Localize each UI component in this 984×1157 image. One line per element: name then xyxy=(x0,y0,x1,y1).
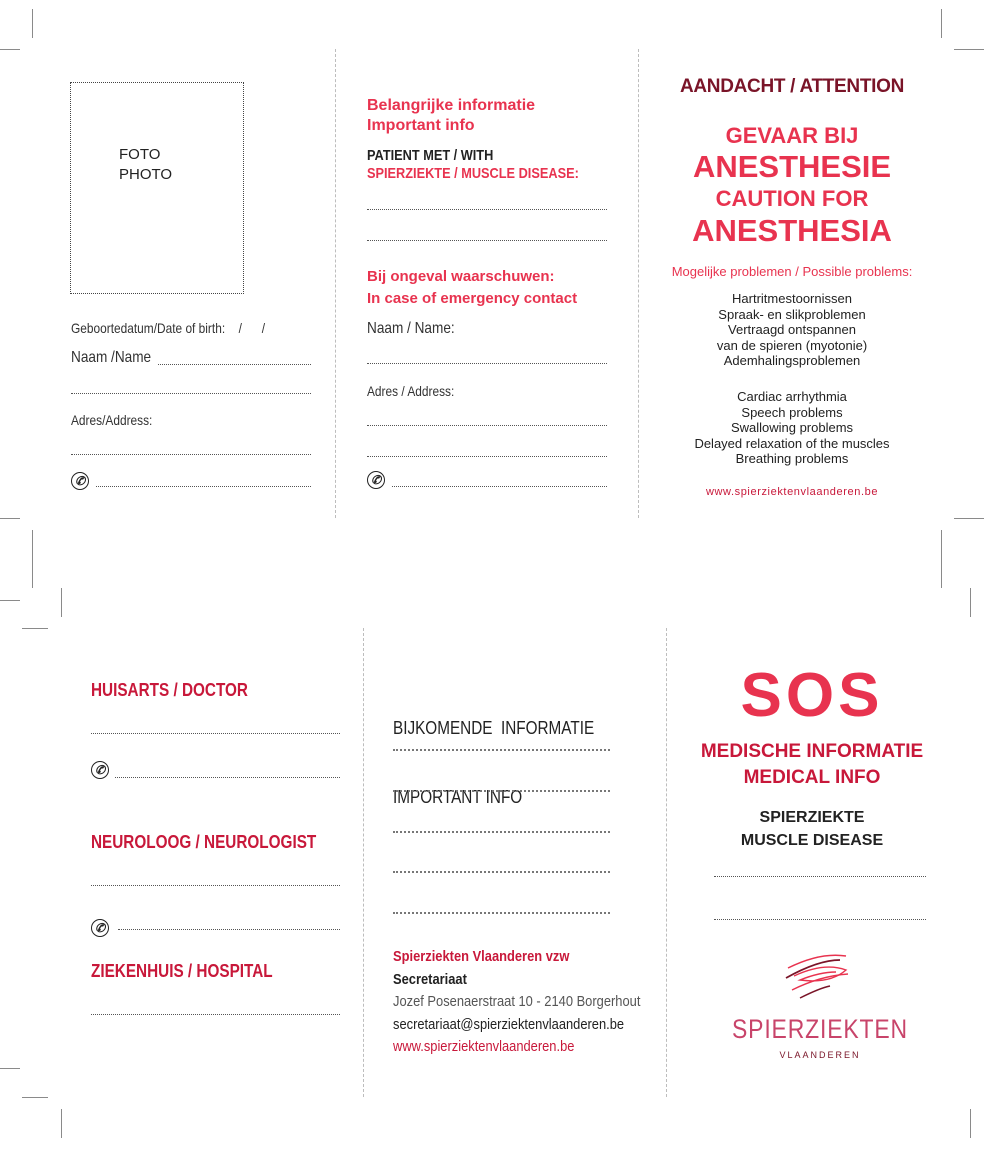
organization-address: Jozef Posenaerstraat 10 - 2140 Borgerhout xyxy=(393,993,641,1010)
phone-icon: ✆ xyxy=(71,472,89,490)
crop-mark xyxy=(0,600,20,601)
problem-item: Ademhalingsproblemen xyxy=(723,353,861,368)
spierziekten-logo-icon xyxy=(780,950,860,1006)
disease-field[interactable] xyxy=(714,876,926,877)
problem-item: Speech problems xyxy=(741,404,843,420)
dob-label: Geboortedatum/Date of birth: xyxy=(71,320,226,336)
crop-mark xyxy=(61,588,62,617)
logo-subtitle: VLAANDEREN xyxy=(779,1050,861,1060)
contact-phone-field[interactable] xyxy=(392,486,607,487)
problem-item: Spraak- en slikproblemen xyxy=(718,306,866,322)
danger-en-1: CAUTION FOR xyxy=(715,186,869,211)
danger-nl-1: GEVAAR BIJ xyxy=(725,123,859,148)
medical-info-en: MEDICAL INFO xyxy=(743,767,881,788)
problem-item: Breathing problems xyxy=(735,451,849,466)
additional-info-heading-2: IMPORTANT INFO xyxy=(393,787,523,807)
organization-email[interactable]: secretariaat@spierziektenvlaanderen.be xyxy=(393,1015,625,1033)
crop-mark xyxy=(941,530,942,588)
disease-field-line-2[interactable] xyxy=(714,919,926,920)
neurologist-name-field[interactable] xyxy=(91,885,340,886)
photo-label-nl: FOTO xyxy=(119,146,161,163)
name-label: Naam /Name xyxy=(71,349,152,366)
muscle-disease-nl: SPIERZIEKTE xyxy=(759,809,865,826)
crop-mark xyxy=(0,518,20,519)
contact-address-label: Adres / Address: xyxy=(367,383,455,399)
contact-address-field[interactable] xyxy=(367,425,607,426)
sos-title: SOS xyxy=(740,661,884,730)
fold-line xyxy=(335,49,336,518)
address-field[interactable] xyxy=(71,454,311,455)
problems-list-nl xyxy=(640,291,944,369)
important-info-heading-en: Important info xyxy=(367,117,475,134)
hospital-heading: ZIEKENHUIS / HOSPITAL xyxy=(91,961,273,981)
crop-mark xyxy=(32,530,33,588)
name-field[interactable] xyxy=(158,364,311,365)
secretariat-label: Secretariaat xyxy=(393,970,467,988)
doctor-heading: HUISARTS / DOCTOR xyxy=(91,680,248,700)
info-field[interactable] xyxy=(393,790,610,792)
address-label: Adres/Address: xyxy=(71,412,153,428)
crop-mark xyxy=(970,1109,971,1138)
neurologist-heading: NEUROLOOG / NEUROLOGIST xyxy=(91,832,317,852)
crop-mark xyxy=(32,9,33,38)
crop-mark xyxy=(61,1109,62,1138)
problem-item: Delayed relaxation of the muscles xyxy=(694,435,890,451)
logo-wordmark: SPIERZIEKTEN xyxy=(731,1014,908,1044)
disease-field-line-2[interactable] xyxy=(367,240,607,241)
disease-field[interactable] xyxy=(367,209,607,210)
problem-item: Swallowing problems xyxy=(730,420,854,435)
photo-label-en: PHOTO xyxy=(119,166,173,183)
contact-address-field-line-2[interactable] xyxy=(367,456,607,457)
phone-icon: ✆ xyxy=(91,761,109,779)
crop-mark xyxy=(22,1097,48,1098)
fold-line xyxy=(638,49,639,518)
patient-with-label: PATIENT MET / WITH xyxy=(367,147,494,164)
organization-website[interactable]: www.spierziektenvlaanderen.be xyxy=(393,1038,575,1055)
doctor-phone-field[interactable] xyxy=(115,777,340,778)
hospital-field[interactable] xyxy=(91,1014,340,1015)
danger-en-2: ANESTHESIA xyxy=(692,213,892,248)
phone-icon: ✆ xyxy=(91,919,109,937)
info-field[interactable] xyxy=(393,749,610,751)
problem-item: van de spieren (myotonie) xyxy=(716,337,868,353)
emergency-heading-nl: Bij ongeval waarschuwen: xyxy=(367,268,555,285)
photo-placeholder[interactable] xyxy=(70,82,244,294)
muscle-disease-label: SPIERZIEKTE / MUSCLE DISEASE: xyxy=(367,165,579,182)
problem-item: Cardiac arrhythmia xyxy=(737,389,847,404)
neurologist-phone-field[interactable] xyxy=(118,929,340,930)
additional-info-heading-1: BIJKOMENDE INFORMATIE xyxy=(393,718,595,738)
crop-mark xyxy=(0,1068,20,1069)
muscle-disease-en: MUSCLE DISEASE xyxy=(740,832,884,849)
problem-item: Hartritmestoornissen xyxy=(732,291,852,306)
crop-mark xyxy=(22,628,48,629)
crop-mark xyxy=(970,588,971,617)
contact-name-label: Naam / Name: xyxy=(367,320,455,337)
medical-info-nl: MEDISCHE INFORMATIE xyxy=(700,741,924,762)
problems-list-en xyxy=(640,389,944,467)
problem-item: Vertraagd ontspannen xyxy=(728,322,856,337)
website-link[interactable]: www.spierziektenvlaanderen.be xyxy=(705,486,879,498)
info-field[interactable] xyxy=(393,912,610,914)
crop-mark xyxy=(954,49,984,50)
crop-mark xyxy=(0,49,20,50)
dob-field[interactable]: / / xyxy=(238,320,266,336)
crop-mark xyxy=(954,518,984,519)
contact-name-field[interactable] xyxy=(367,363,607,364)
crop-mark xyxy=(941,9,942,38)
attention-heading: AANDACHT / ATTENTION xyxy=(679,76,905,97)
phone-field[interactable] xyxy=(96,486,311,487)
danger-nl-2: ANESTHESIE xyxy=(692,149,892,184)
organization-name: Spierziekten Vlaanderen vzw xyxy=(393,948,570,965)
important-info-heading-nl: Belangrijke informatie xyxy=(367,97,536,114)
doctor-name-field[interactable] xyxy=(91,733,340,734)
name-field-line-2[interactable] xyxy=(71,393,311,394)
info-field[interactable] xyxy=(393,871,610,873)
fold-line xyxy=(363,628,364,1097)
emergency-heading-en: In case of emergency contact xyxy=(367,290,578,307)
info-field[interactable] xyxy=(393,831,610,833)
phone-icon: ✆ xyxy=(367,471,385,489)
possible-problems-heading: Mogelijke problemen / Possible problems: xyxy=(671,264,913,279)
